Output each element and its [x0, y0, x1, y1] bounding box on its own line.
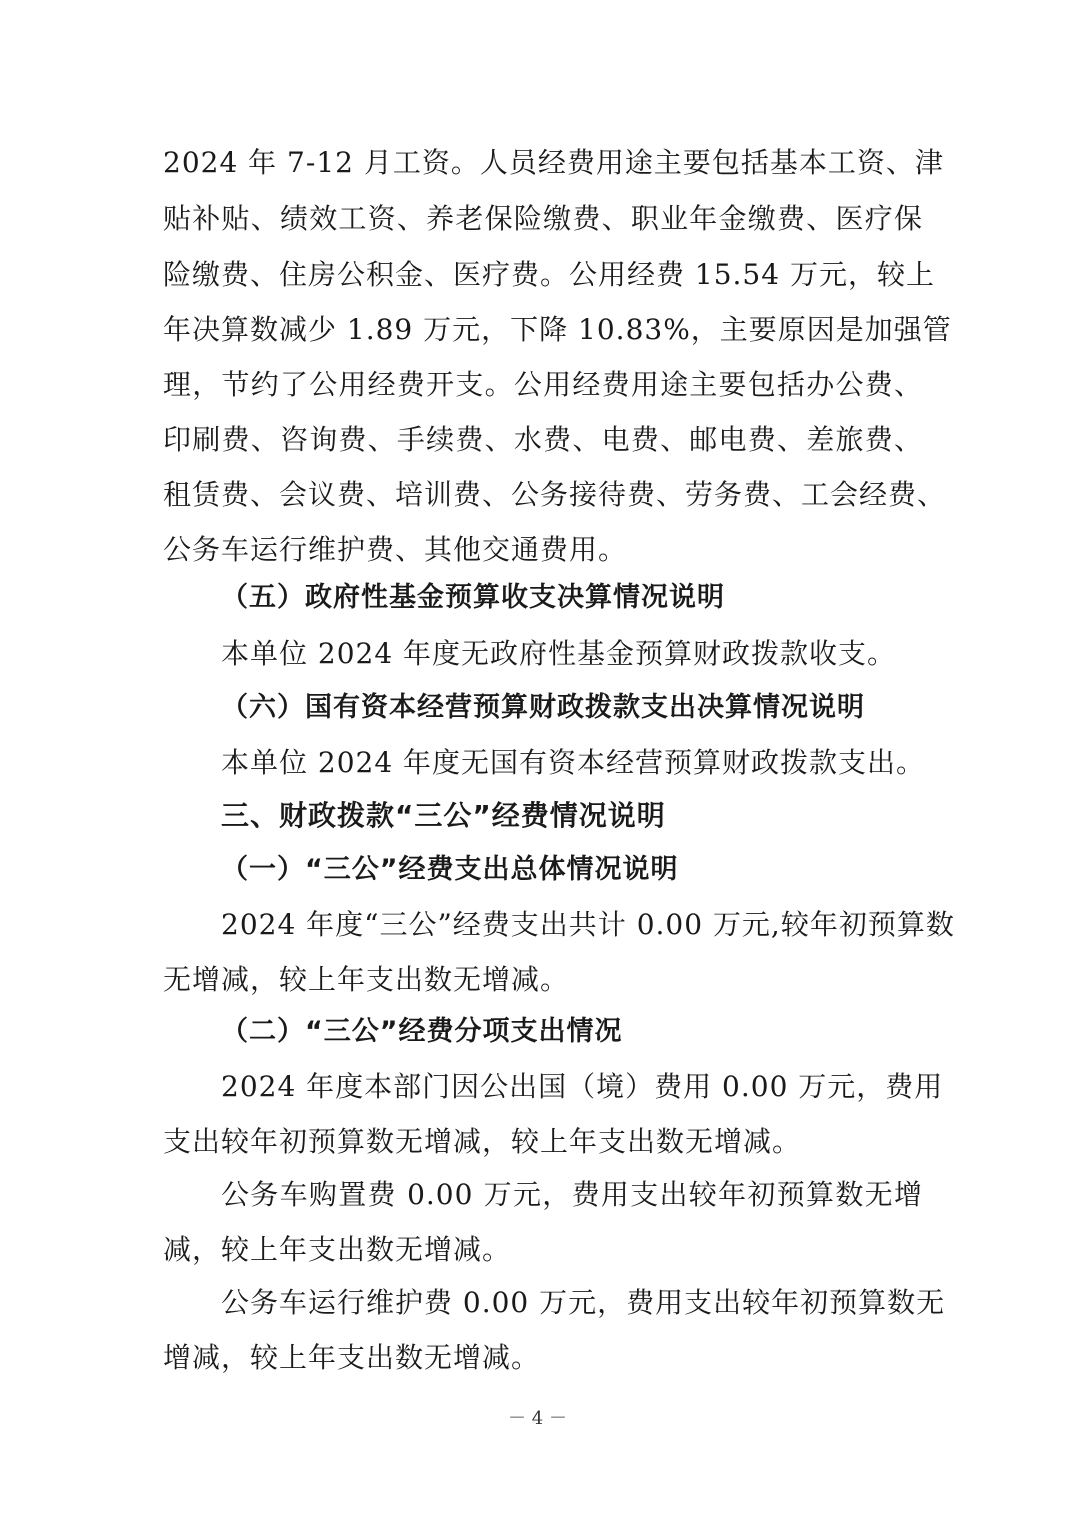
paragraph-line: 增减，较上年支出数无增减。: [163, 1341, 541, 1374]
paragraph-line: 2024 年度本部门因公出国（境）费用 0.00 万元，费用: [221, 1070, 944, 1103]
paragraph-line: 印刷费、咨询费、手续费、水费、电费、邮电费、差旅费、: [163, 423, 923, 456]
subsection-heading: （一）“三公”经费支出总体情况说明: [221, 854, 679, 885]
paragraph-line: 年决算数减少 1.89 万元，下降 10.83%，主要原因是加强管: [163, 313, 952, 346]
subsection-heading: （二）“三公”经费分项支出情况: [221, 1016, 623, 1047]
paragraph-line: 贴补贴、绩效工资、养老保险缴费、职业年金缴费、医疗保: [163, 202, 923, 235]
paragraph-line: 支出较年初预算数无增减，较上年支出数无增减。: [163, 1125, 802, 1158]
paragraph-line: 租赁费、会议费、培训费、公务接待费、劳务费、工会经费、: [163, 478, 947, 511]
section-text: 本单位 2024 年度无政府性基金预算财政拨款收支。: [221, 637, 897, 670]
paragraph-line: 无增减，较上年支出数无增减。: [163, 963, 570, 996]
page-number: － 4 －: [508, 1408, 567, 1429]
paragraph-line: 公务车运行维护费 0.00 万元，费用支出较年初预算数无: [221, 1286, 946, 1319]
paragraph-line: 2024 年 7-12 月工资。人员经费用途主要包括基本工资、津: [163, 146, 944, 179]
paragraph-line: 险缴费、住房公积金、医疗费。公用经费 15.54 万元，较上: [163, 258, 935, 291]
paragraph-line: 理，节约了公用经费开支。公用经费用途主要包括办公费、: [163, 368, 923, 401]
section-text: 本单位 2024 年度无国有资本经营预算财政拨款支出。: [221, 746, 926, 779]
paragraph-line: 2024 年度“三公”经费支出共计 0.00 万元,较年初预算数: [221, 908, 955, 941]
paragraph-line: 公务车运行维护费、其他交通费用。: [163, 533, 628, 566]
section-heading: （五）政府性基金预算收支决算情况说明: [221, 582, 725, 613]
paragraph-line: 公务车购置费 0.00 万元，费用支出较年初预算数无增: [221, 1178, 923, 1211]
part-heading: 三、财政拨款“三公”经费情况说明: [221, 799, 666, 832]
paragraph-line: 减，较上年支出数无增减。: [163, 1233, 512, 1266]
section-heading: （六）国有资本经营预算财政拨款支出决算情况说明: [221, 692, 865, 723]
